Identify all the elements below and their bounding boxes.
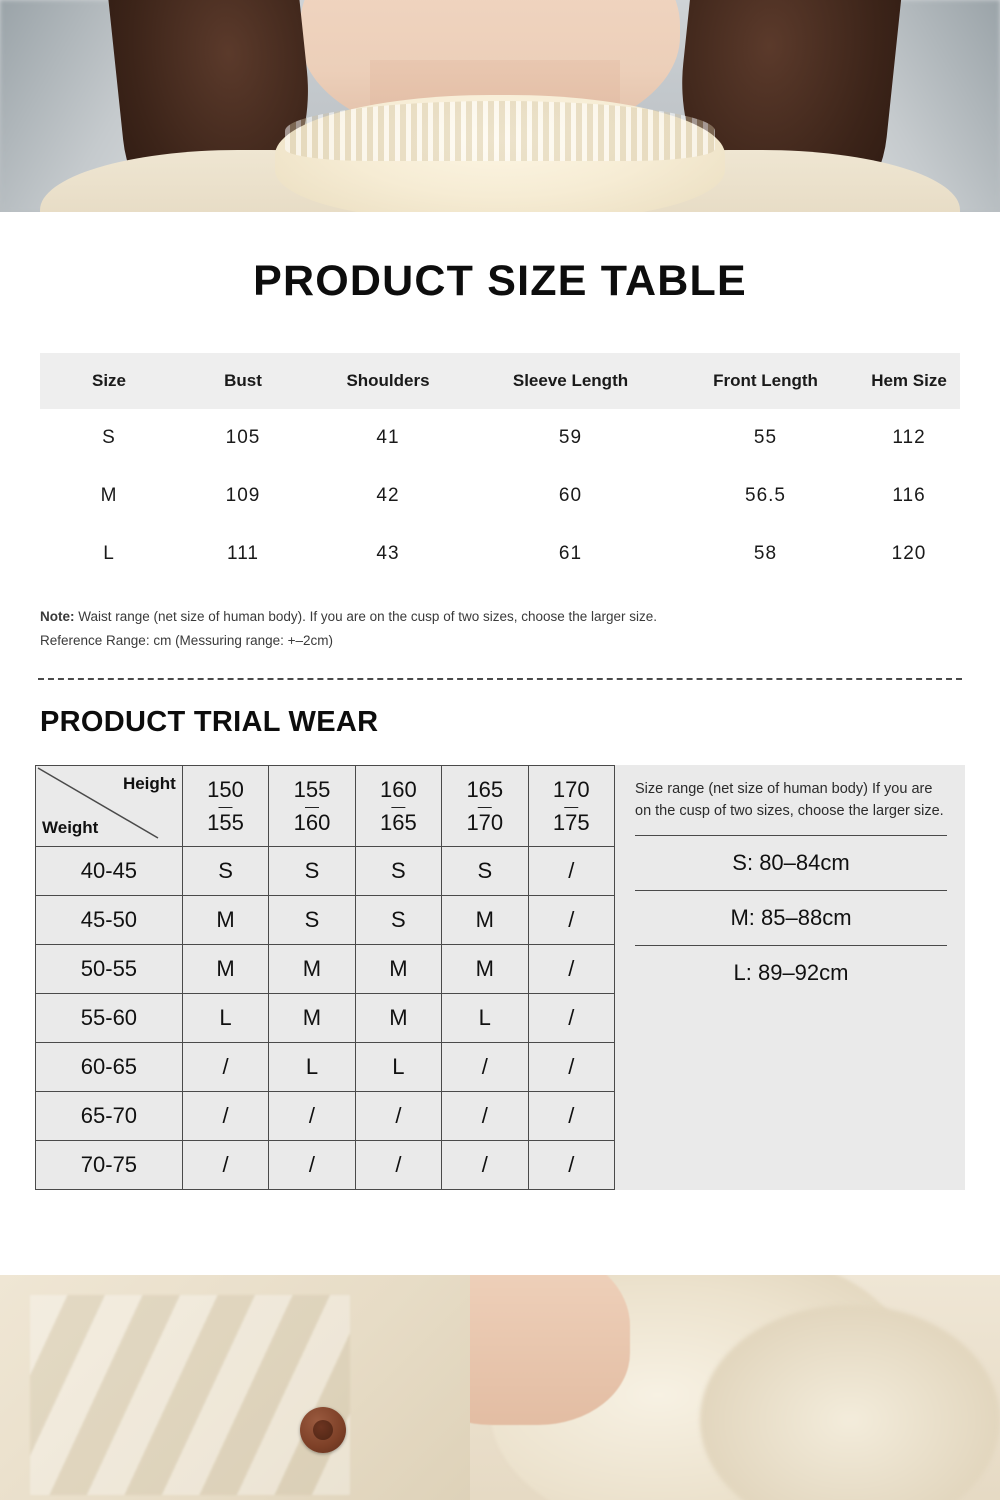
weight-range-cell: 50-55 bbox=[36, 945, 183, 994]
weight-range-cell: 65-70 bbox=[36, 1092, 183, 1141]
trial-cell: M bbox=[182, 896, 268, 945]
weight-range-cell: 45-50 bbox=[36, 896, 183, 945]
page-title: PRODUCT SIZE TABLE bbox=[253, 257, 747, 305]
trial-cell: S bbox=[269, 896, 355, 945]
product-photo-bottom bbox=[0, 1275, 1000, 1500]
trial-cell: L bbox=[269, 1043, 355, 1092]
trial-cell: L bbox=[182, 994, 268, 1043]
height-col-3 bbox=[355, 766, 441, 847]
size-note bbox=[40, 605, 960, 652]
size-table-col-size: Size bbox=[40, 353, 178, 409]
bust-cell: 111 bbox=[227, 543, 259, 564]
product-photo-top bbox=[0, 0, 1000, 212]
trial-corner-cell bbox=[36, 766, 183, 847]
section-divider bbox=[38, 678, 962, 680]
range-dash: — bbox=[304, 798, 319, 815]
table-row bbox=[40, 409, 960, 467]
shoulders-cell: 42 bbox=[376, 485, 400, 506]
trial-cell: / bbox=[528, 1043, 614, 1092]
size-table-col-shoulders: Shoulders bbox=[308, 353, 468, 409]
trial-cell: / bbox=[182, 1092, 268, 1141]
size-table-col-front-length: Front Length bbox=[673, 353, 858, 409]
height-col-3-top: 160 bbox=[380, 776, 417, 802]
height-col-5-bottom: 175 bbox=[552, 810, 590, 836]
front-length-cell: 55 bbox=[753, 427, 778, 448]
trial-cell: M bbox=[355, 945, 441, 994]
trial-wear-panel bbox=[35, 765, 965, 1190]
height-col-1-top: 150 bbox=[207, 776, 244, 802]
front-length-cell: 58 bbox=[753, 543, 778, 564]
trial-cell: / bbox=[182, 1141, 268, 1190]
height-col-5-top: 170 bbox=[552, 776, 590, 802]
trial-cell: / bbox=[528, 847, 614, 896]
trial-cell: / bbox=[442, 1092, 528, 1141]
height-col-4-top: 165 bbox=[466, 776, 504, 802]
size-range-l: L: 89–92cm bbox=[733, 959, 849, 985]
trial-cell: / bbox=[442, 1043, 528, 1092]
trial-cell: M bbox=[182, 945, 268, 994]
weight-range-cell: 40-45 bbox=[36, 847, 183, 896]
coat-button bbox=[300, 1407, 346, 1453]
trial-cell: / bbox=[182, 1043, 268, 1092]
size-table-col-sleeve-length: Sleeve Length bbox=[468, 353, 673, 409]
trial-cell: M bbox=[355, 994, 441, 1043]
table-row bbox=[40, 467, 960, 525]
table-row bbox=[36, 1043, 615, 1092]
height-col-1-bottom: 155 bbox=[207, 810, 244, 836]
height-col-3-bottom: 165 bbox=[380, 810, 417, 836]
trial-cell: S bbox=[355, 896, 441, 945]
trial-cell: M bbox=[442, 896, 528, 945]
height-col-4 bbox=[442, 766, 528, 847]
trial-cell: S bbox=[182, 847, 268, 896]
trial-cell: / bbox=[528, 994, 614, 1043]
range-dash: — bbox=[564, 798, 579, 815]
height-col-2-top: 155 bbox=[293, 776, 331, 802]
trial-cell: M bbox=[442, 945, 528, 994]
height-col-2-bottom: 160 bbox=[293, 810, 331, 836]
sleeve-cell: 61 bbox=[558, 543, 583, 564]
coat-quilting-texture bbox=[30, 1295, 350, 1495]
trial-cell: M bbox=[269, 945, 355, 994]
size-note-line-1 bbox=[40, 605, 960, 629]
trial-cell: / bbox=[269, 1141, 355, 1190]
trial-header-row bbox=[36, 766, 615, 847]
table-row bbox=[36, 847, 615, 896]
size-table-header-row bbox=[40, 353, 960, 409]
weight-range-cell: 55-60 bbox=[36, 994, 183, 1043]
height-col-1 bbox=[182, 766, 268, 847]
size-range-m: M: 85–88cm bbox=[635, 891, 947, 946]
size-guide-content bbox=[0, 212, 1000, 1275]
note-text: Waist range (net size of human body). If you are on the cusp of two sizes, choose the larger size. bbox=[74, 609, 658, 624]
trial-cell: S bbox=[355, 847, 441, 896]
trial-cell: S bbox=[442, 847, 528, 896]
hem-cell: 120 bbox=[891, 543, 927, 564]
size-cell: S bbox=[102, 427, 116, 448]
height-col-4-bottom: 170 bbox=[466, 810, 504, 836]
height-col-2 bbox=[269, 766, 355, 847]
table-row bbox=[36, 1141, 615, 1190]
range-dash: — bbox=[391, 798, 406, 815]
trial-cell: L bbox=[442, 994, 528, 1043]
size-range-panel bbox=[615, 765, 965, 1190]
trial-cell: / bbox=[528, 1141, 614, 1190]
trial-cell: / bbox=[442, 1141, 528, 1190]
size-range-s: S: 80–84cm bbox=[635, 836, 947, 891]
trial-cell: M bbox=[269, 994, 355, 1043]
trial-wear-table bbox=[35, 765, 615, 1190]
range-dash: — bbox=[218, 798, 233, 815]
size-measurements-table bbox=[40, 353, 960, 583]
shoulders-cell: 41 bbox=[376, 427, 400, 448]
table-row bbox=[36, 994, 615, 1043]
weight-range-cell: 70-75 bbox=[36, 1141, 183, 1190]
section-title-trial-wear: PRODUCT TRIAL WEAR bbox=[40, 706, 379, 739]
table-row bbox=[36, 1092, 615, 1141]
trial-cell: / bbox=[528, 896, 614, 945]
trial-cell: / bbox=[269, 1092, 355, 1141]
trial-cell: / bbox=[355, 1092, 441, 1141]
hem-cell: 116 bbox=[892, 485, 926, 506]
trial-cell: S bbox=[269, 847, 355, 896]
table-row bbox=[40, 525, 960, 583]
table-row bbox=[36, 896, 615, 945]
garment-ruffle-collar bbox=[275, 95, 725, 212]
bust-cell: 105 bbox=[225, 427, 261, 448]
trial-cell: / bbox=[528, 945, 614, 994]
trial-cell: L bbox=[355, 1043, 441, 1092]
size-cell: L bbox=[103, 543, 115, 564]
weight-range-cell: 60-65 bbox=[36, 1043, 183, 1092]
size-table-col-bust: Bust bbox=[178, 353, 308, 409]
size-cell: M bbox=[100, 485, 118, 506]
trial-cell: / bbox=[355, 1141, 441, 1190]
hem-cell: 112 bbox=[892, 427, 926, 448]
size-range-note: Size range (net size of human body) If you are on the cusp of two sizes, choose the larger size. bbox=[635, 781, 944, 819]
size-note-line-2: Reference Range: cm (Messuring range: +–2cm) bbox=[40, 632, 334, 648]
shoulders-cell: 43 bbox=[376, 543, 400, 564]
trial-weight-label: Weight bbox=[42, 818, 99, 838]
range-dash: — bbox=[477, 798, 492, 815]
trial-height-label: Height bbox=[122, 774, 176, 794]
trial-cell: / bbox=[528, 1092, 614, 1141]
note-label: Note: bbox=[40, 609, 75, 624]
front-length-cell: 56.5 bbox=[745, 485, 786, 506]
height-col-5 bbox=[528, 766, 614, 847]
sleeve-cell: 59 bbox=[558, 427, 583, 448]
bust-cell: 109 bbox=[225, 485, 261, 506]
table-row bbox=[36, 945, 615, 994]
size-table-col-hem-size: Hem Size bbox=[858, 353, 960, 409]
sleeve-cell: 60 bbox=[558, 485, 583, 506]
